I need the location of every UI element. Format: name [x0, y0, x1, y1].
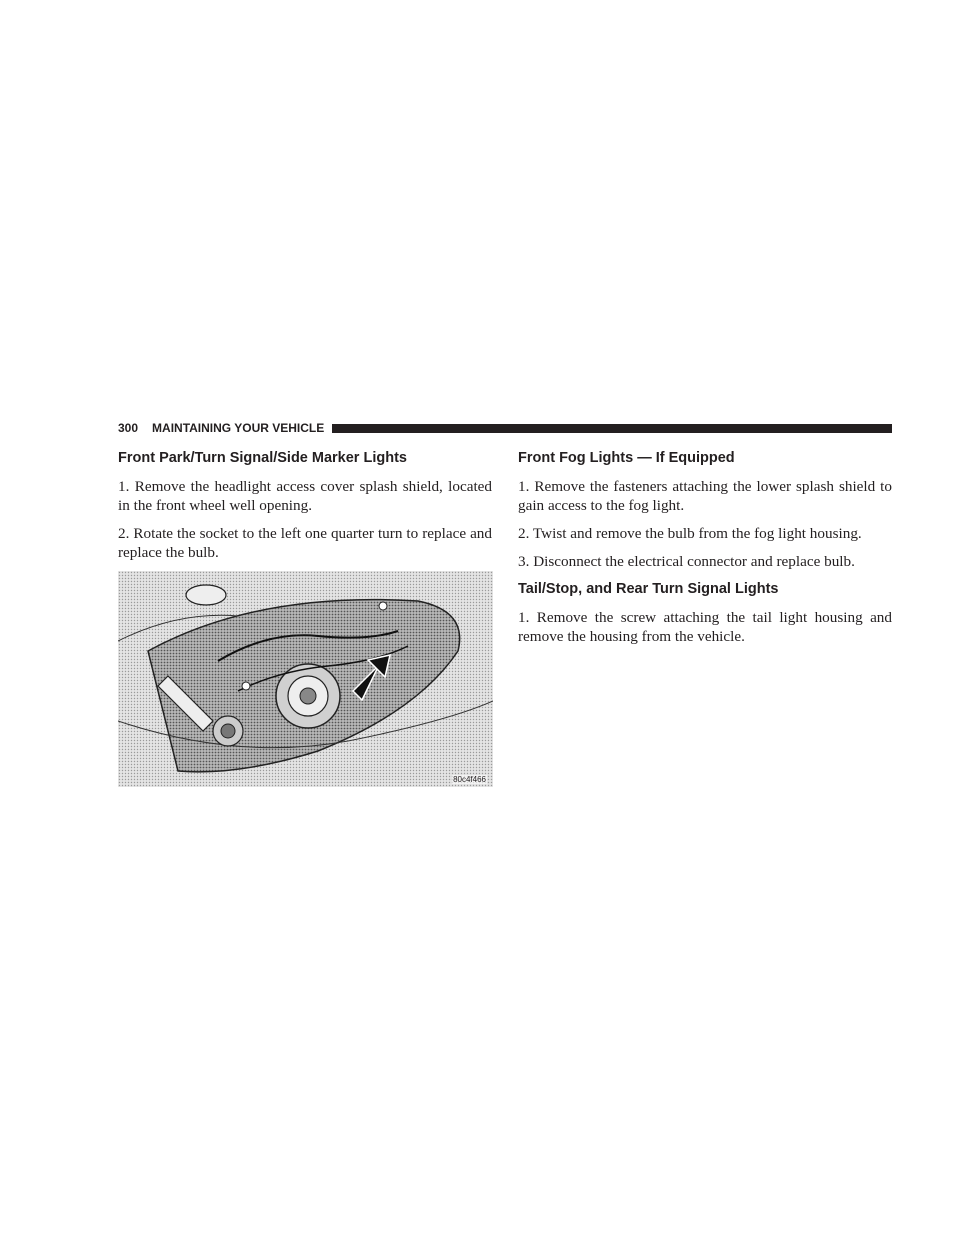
- heading-front-fog-lights: Front Fog Lights — If Equipped: [518, 450, 735, 466]
- step-remove-fasteners: 1. Remove the fasteners attaching the lower splash shield to gain access to the fog light.: [518, 478, 892, 514]
- step-twist-remove-bulb: 2. Twist and remove the bulb from the fog light housing.: [518, 525, 862, 542]
- heading-front-park-lights: Front Park/Turn Signal/Side Marker Lights: [118, 450, 407, 466]
- page-header: [118, 420, 892, 436]
- section-title: MAINTAINING YOUR VEHICLE: [152, 421, 325, 435]
- heading-tail-stop-lights: Tail/Stop, and Rear Turn Signal Lights: [518, 581, 779, 597]
- right-column: [518, 449, 892, 655]
- step-rotate-socket: 2. Rotate the socket to the left one quarter turn to replace and replace the bulb.: [118, 525, 492, 561]
- step-remove-splash-shield: 1. Remove the headlight access cover splash shield, located in the front wheel well opening.: [118, 478, 492, 514]
- step-disconnect-connector: 3. Disconnect the electrical connector and replace bulb.: [518, 553, 855, 570]
- page-number: 300: [118, 421, 139, 435]
- headlight-illustration: [118, 571, 493, 787]
- headlight-drawing: [118, 571, 493, 787]
- left-column: [118, 449, 492, 787]
- header-rule: [332, 424, 892, 433]
- step-remove-screw: 1. Remove the screw attaching the tail light housing and remove the housing from the vehicle.: [518, 609, 892, 645]
- figure-code: 80c4f466: [453, 775, 486, 784]
